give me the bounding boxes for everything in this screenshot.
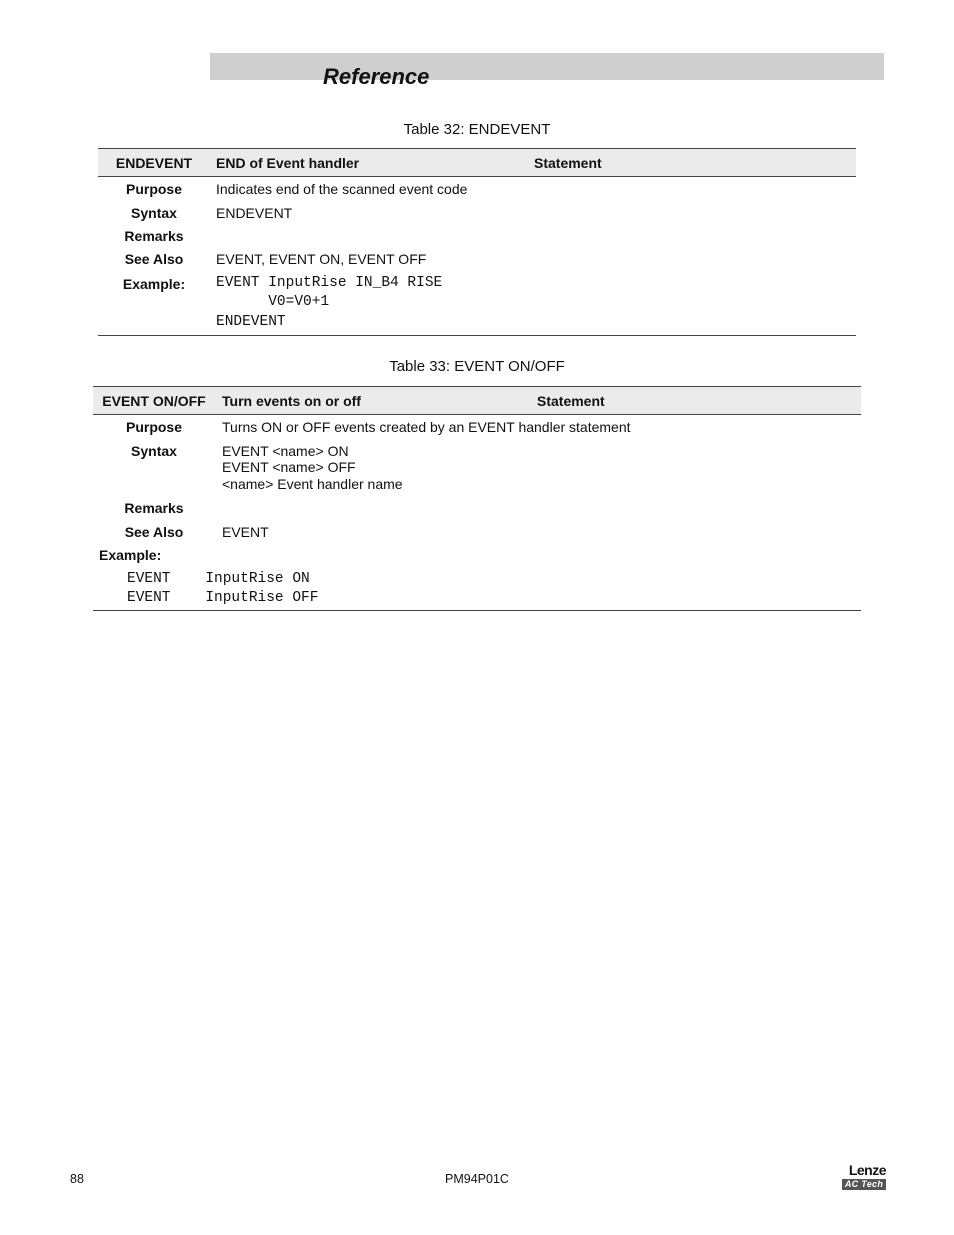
remarks-value [210,224,856,247]
see-also-value: EVENT [222,524,269,540]
row-label: See Also [124,250,184,267]
section-title: Reference [323,64,430,89]
row-label: See Also [124,524,184,540]
purpose-value: Turns ON or OFF events created by an EVENT handler statement [222,419,631,435]
remarks-value [215,498,861,521]
row-label: Remarks [124,227,184,244]
row-label: Example: [98,270,210,336]
code-line: EVENT InputRise IN_B4 RISE [216,274,443,291]
row-label: Example: [99,547,162,563]
logo-subbrand: AC Tech [842,1179,886,1190]
see-also-value: EVENT, EVENT ON, EVENT OFF [216,250,427,267]
table-32 [98,148,856,336]
example-code [93,566,861,611]
syntax-value: ENDEVENT [216,204,293,221]
code-line: EVENT InputRise OFF [127,590,319,606]
row-label: Syntax [131,442,177,459]
purpose-value: Indicates end of the scanned event code [216,181,468,197]
table-33-head-type: Statement [537,387,861,415]
row-label: Purpose [125,419,182,435]
code-line: V0=V0+1 [216,294,330,310]
lenze-logo [842,1163,886,1190]
row-label: Purpose [125,181,182,197]
code-line: EVENT InputRise ON [127,571,310,587]
table-33-head-name: EVENT ON/OFF [93,387,215,415]
table-32-head-name: ENDEVENT [98,149,210,177]
table-33-head-desc: Turn events on or off [215,387,537,415]
doc-id: PM94P01C [445,1172,509,1186]
example-code [210,270,856,336]
syntax-line: <name> Event handler name [222,475,403,492]
row-label: Syntax [131,204,177,221]
table-33 [93,386,861,611]
table-32-head-desc: END of Event handler [210,149,534,177]
table-32-caption: Table 32: ENDEVENT [403,121,551,138]
syntax-line: EVENT <name> ON [222,442,349,459]
table-33-caption: Table 33: EVENT ON/OFF [389,358,565,375]
row-label: Remarks [124,500,184,516]
syntax-line: EVENT <name> OFF [222,459,356,475]
table-32-head-type: Statement [534,149,856,177]
page-number: 88 [70,1172,84,1186]
header-bar [210,53,884,80]
code-line: ENDEVENT [216,313,286,330]
syntax-value [215,439,861,499]
logo-wordmark: Lenze [848,1162,886,1178]
